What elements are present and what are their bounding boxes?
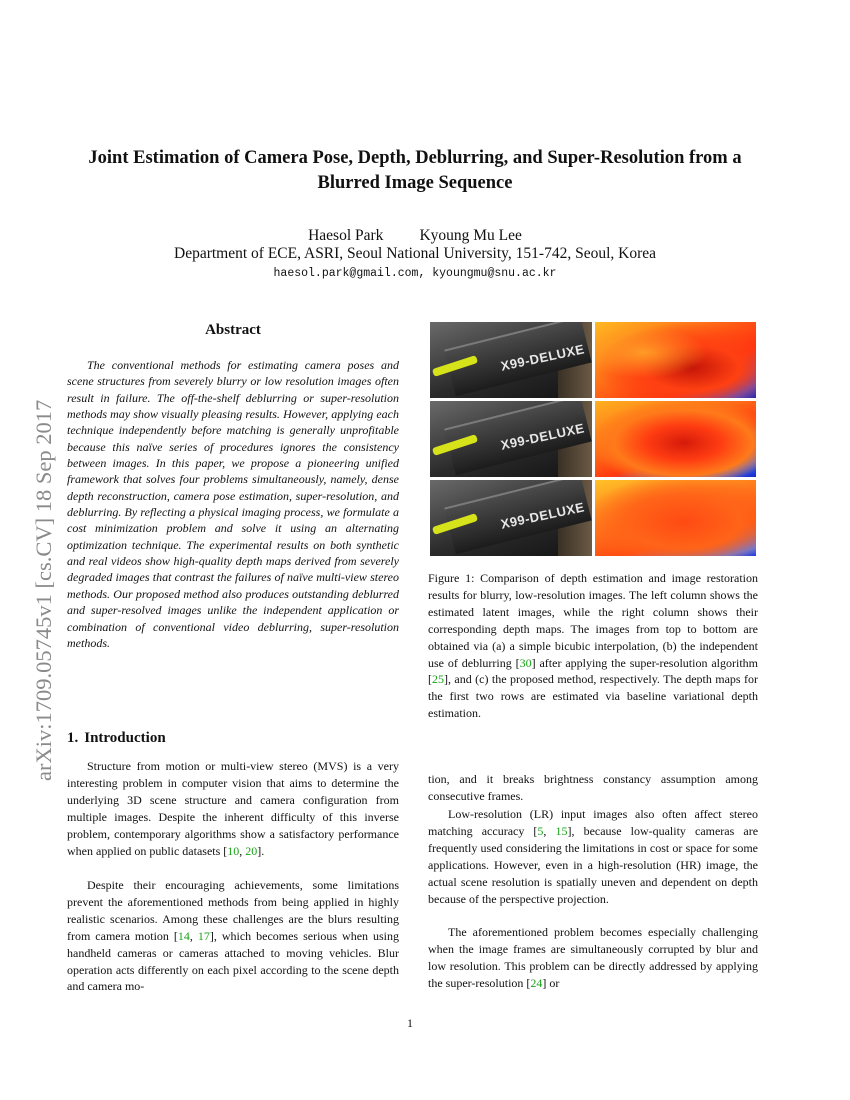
latent-image-deblur-sr bbox=[430, 401, 592, 477]
intro-paragraph: Despite their encouraging achievements, some limitations prevent the aforementioned methods from being applied in highly realistic scenarios. Among these challenges are the blurs resulting from camera motion [14, 17], which becomes serious when using handheld cameras or cameras attached to moving vehicles. Blur operation acts differently on each pixel according to the scene depth and camera mo- bbox=[67, 878, 400, 994]
paper-title: Joint Estimation of Camera Pose, Depth, Deblurring, and Super-Resolution from a Blurred Image Sequence bbox=[88, 148, 742, 193]
section-number: 1. bbox=[67, 730, 79, 746]
product-label: X99-DELUXE bbox=[499, 420, 586, 453]
intro-paragraph: Low-resolution (LR) input images also often affect stereo matching accuracy [5, 15], because low-quality cameras are frequently used considering the limitations in cost or space for some applications. However, even in a high-resolution (HR) image, the actual scene resolution is spatially uneven and dependent on depth because of the perspective projection. bbox=[428, 807, 759, 906]
citation-link[interactable]: 15 bbox=[555, 823, 568, 838]
arxiv-stamp: arXiv:1709.05745v1 [cs.CV] 18 Sep 2017 bbox=[31, 399, 56, 781]
figure-1 bbox=[430, 322, 756, 556]
depth-map-bicubic bbox=[595, 322, 757, 398]
citation-link[interactable]: 20 bbox=[245, 843, 258, 858]
author-emails: haesol.park@gmail.com, kyoungmu@snu.ac.kr bbox=[273, 267, 557, 280]
author-name: Kyoung Mu Lee bbox=[419, 227, 522, 244]
citation-link[interactable]: 25 bbox=[432, 672, 444, 687]
abstract-heading: Abstract bbox=[205, 322, 261, 338]
citation-link[interactable]: 14 bbox=[177, 928, 190, 943]
depth-map-proposed bbox=[595, 480, 757, 556]
author-list bbox=[60, 226, 770, 246]
section-title: Introduction bbox=[84, 730, 166, 746]
page-number: 1 bbox=[407, 1016, 413, 1030]
depth-map-deblur-sr bbox=[595, 401, 757, 477]
intro-paragraph: Structure from motion or multi-view stereo (MVS) is a very interesting problem in computer vision that aims to determine the underlying 3D scene structure and camera configuration from multiple images. Despite the inherent difficulty of this inverse problem, contemporary algorithms show a satisfactory performance when applied on public datasets [10, 20]. bbox=[67, 759, 399, 858]
figure-caption: Figure 1: Comparison of depth estimation and image restoration results for blurry, low-resolution images. The left column shows the estimated latent images, while the right column shows their corresponding depth maps. The images from top to bottom are obtained via (a) a simple bicubic interpolation, (b) the independent use of deblurring [30] after applying the super-resolution algorithm [25], and (c) the proposed method, respectively. The depth maps for the first two rows are estimated via baseline variational depth estimation. bbox=[428, 571, 758, 721]
product-label: X99-DELUXE bbox=[499, 341, 586, 374]
latent-image-proposed bbox=[430, 480, 592, 556]
citation-link[interactable]: 17 bbox=[197, 928, 210, 943]
citation-link[interactable]: 24 bbox=[530, 975, 543, 990]
latent-image-bicubic bbox=[430, 322, 592, 398]
product-label: X99-DELUXE bbox=[499, 499, 586, 532]
citation-link[interactable]: 5 bbox=[537, 823, 544, 838]
citation-link[interactable]: 30 bbox=[519, 655, 532, 670]
section-heading bbox=[67, 728, 399, 748]
author-name: Haesol Park bbox=[308, 227, 384, 244]
intro-paragraph: tion, and it breaks brightness constancy assumption among consecutive frames. bbox=[428, 772, 758, 803]
affiliation: Department of ECE, ASRI, Seoul National University, 151-742, Seoul, Korea bbox=[174, 245, 656, 262]
citation-link[interactable]: 10 bbox=[227, 843, 240, 858]
intro-paragraph: The aforementioned problem becomes especially challenging when the image frames are simultaneously corrupted by blur and low resolution. This problem can be directly addressed by applying the super-resolution [24] or bbox=[428, 925, 758, 990]
abstract-text: The conventional methods for estimating camera poses and scene structures from severely blurry or low resolution images often result in failure. The off-the-shelf deblurring or super-resolution methods may show visually pleasing results. However, applying each technique independently before matching is generally unprofitable because this naïve series of procedures ignores the consistency between images. In this paper, we propose a pioneering unified framework that solves four problems simultaneously, namely, dense depth reconstruction, camera pose estimation, super-resolution, and deblurring. By reflecting a physical imaging process, we formulate a cost minimization problem and solve it using an alternating optimization technique. The experimental results on both synthetic and real videos show high-quality depth maps derived from severely degraded images that contrast the failures of naïve multi-view stereo methods. Our proposed method also produces outstanding deblurred and super-resolved images unlike the independent application or combination of conventional video deblurring, super-resolution methods. bbox=[67, 358, 399, 650]
